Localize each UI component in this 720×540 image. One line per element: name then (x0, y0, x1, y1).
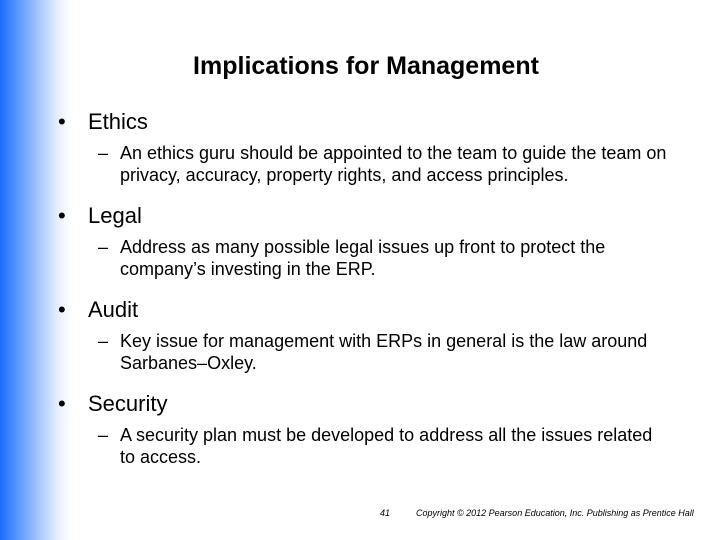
bullet-item-audit (58, 294, 668, 326)
bullet-item-legal (58, 200, 668, 232)
bullet-marker: • (58, 391, 66, 416)
bullet-marker: • (58, 203, 66, 228)
sub-bullet-marker: – (98, 143, 109, 163)
bullet-item-security (58, 388, 668, 420)
sub-bullet-marker: – (98, 425, 109, 445)
slide-title: Implications for Management (193, 52, 539, 80)
sub-bullet-text-legal: Address as many possible legal issues up front to protect the company’s investing in the ERP. (120, 237, 606, 279)
page-number: 41 (380, 508, 391, 518)
bullet-marker: • (58, 297, 66, 322)
bullet-heading-security: Security (88, 391, 168, 416)
bullet-section-ethics (58, 106, 668, 186)
slide-content (58, 106, 668, 468)
sub-bullet-marker: – (98, 331, 109, 351)
bullet-item-ethics (58, 106, 668, 138)
sub-bullet-text-audit: Key issue for management with ERPs in general is the law around Sarbanes–Oxley. (120, 331, 648, 373)
sub-bullet-audit (98, 330, 668, 374)
sub-bullet-legal (98, 236, 668, 280)
copyright-notice: Copyright © 2012 Pearson Education, Inc. Publishing as Prentice Hall (416, 508, 694, 518)
sub-bullet-marker: – (98, 237, 109, 257)
bullet-section-audit (58, 294, 668, 374)
bullet-section-security (58, 388, 668, 468)
sub-bullet-security (98, 424, 668, 468)
bullet-heading-audit: Audit (88, 297, 139, 322)
bullet-heading-legal: Legal (88, 203, 142, 228)
sub-bullet-ethics (98, 142, 668, 186)
bullet-marker: • (58, 109, 66, 134)
sub-bullet-text-security: A security plan must be developed to address all the issues related to access. (120, 425, 653, 467)
bullet-section-legal (58, 200, 668, 280)
bullet-heading-ethics: Ethics (88, 109, 148, 134)
sub-bullet-text-ethics: An ethics guru should be appointed to the team to guide the team on privacy, accuracy, property rights, and access principles. (120, 143, 667, 185)
